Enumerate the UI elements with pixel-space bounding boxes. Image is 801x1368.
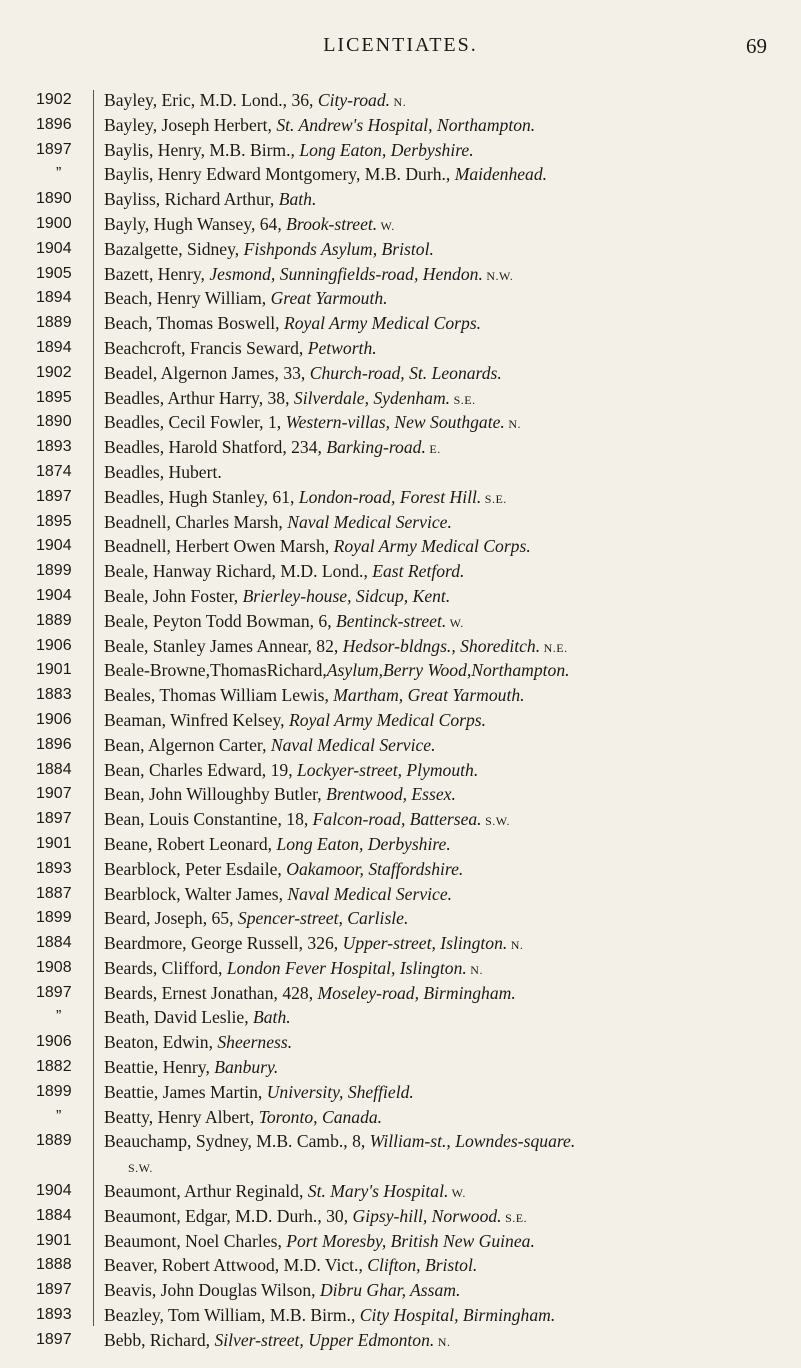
list-item — [0, 1055, 801, 1080]
list-item — [0, 807, 801, 832]
entry-year: 1906 — [36, 710, 72, 728]
running-title: LICENTIATES. — [323, 34, 478, 56]
entry-text — [104, 1303, 794, 1330]
entry-name: Beadles, Arthur Harry, 38, — [104, 387, 294, 408]
entry-text — [104, 882, 794, 909]
list-item — [0, 857, 801, 882]
entry-name: Beale, Hanway Richard, M.D. Lond., — [104, 561, 373, 582]
entry-year: 1905 — [36, 264, 72, 282]
list-item — [0, 956, 801, 981]
list-item — [0, 758, 801, 783]
entry-name: Bayley, Eric, M.D. Lond., 36, — [104, 90, 318, 110]
entry-year: 1893 — [36, 859, 72, 877]
entry-address: Lockyer-street, Plymouth. — [297, 759, 479, 780]
entry-address: Brentwood, Essex. — [326, 784, 456, 805]
entry-text — [104, 113, 794, 140]
entry-text — [104, 510, 794, 537]
entry-year: 1882 — [36, 1058, 72, 1076]
entry-year: 1904 — [36, 537, 72, 555]
entry-address: Spencer-street, Carlisle. — [237, 908, 409, 929]
entry-name: Beards, Clifford, — [104, 957, 227, 978]
entry-year: 1901 — [36, 661, 72, 679]
entry-name: Beaman, Winfred Kelsey, — [104, 709, 289, 730]
entry-text — [104, 733, 794, 760]
list-item — [0, 286, 801, 311]
entry-text — [104, 460, 794, 487]
entry-year: ” — [56, 165, 62, 183]
entry-year: 1904 — [36, 239, 72, 257]
entry-address: Moseley-road, Birmingham. — [317, 982, 516, 1003]
entry-text — [104, 1105, 794, 1132]
entry-address: Long Eaton, Derbyshire. — [299, 139, 474, 160]
list-item — [0, 1278, 801, 1303]
entry-year: 1906 — [36, 636, 72, 654]
entry-address: Bath. — [278, 189, 317, 210]
entry-address: Maidenhead. — [454, 164, 548, 185]
entry-year: 1884 — [36, 760, 72, 778]
entry-text — [104, 336, 794, 363]
entry-name: Beach, Henry William, — [104, 288, 271, 309]
entry-district: N. — [434, 1334, 451, 1349]
list-item — [0, 683, 801, 708]
entry-address: Brook-street. — [286, 213, 378, 234]
entry-name: Bazett, Henry, — [104, 263, 210, 284]
list-item — [0, 906, 801, 931]
entry-year: 1904 — [36, 586, 72, 604]
entry-address: Church-road, St. Leonards. — [309, 362, 502, 383]
entry-text — [104, 485, 794, 512]
entry-address: City-road. — [317, 90, 391, 110]
entry-district: S.W. — [128, 1161, 153, 1176]
list-item — [0, 832, 801, 857]
list-item — [0, 410, 801, 435]
list-item — [0, 782, 801, 807]
list-item — [0, 1328, 801, 1353]
entry-address: Bath. — [253, 1007, 291, 1028]
entry-year: 1902 — [36, 363, 72, 381]
list-item — [0, 1154, 801, 1179]
entry-text — [104, 981, 794, 1008]
entry-address: Clifton, Bristol. — [367, 1255, 478, 1276]
list-item — [0, 1253, 801, 1278]
entry-year: 1890 — [36, 190, 72, 208]
entry-year: 1901 — [36, 1231, 72, 1249]
entry-year: 1887 — [36, 884, 72, 902]
entry-name: Beards, Ernest Jonathan, 428, — [104, 982, 318, 1003]
entry-address: Falcon-road, Battersea. — [312, 809, 482, 830]
entry-year: 1897 — [36, 140, 72, 158]
entry-year: 1893 — [36, 438, 72, 456]
list-item — [0, 138, 801, 163]
list-item — [0, 262, 801, 287]
entry-district: W. — [377, 218, 395, 233]
list-item — [0, 1179, 801, 1204]
entry-year: 1889 — [36, 314, 72, 332]
entry-address: Dibru Ghar, Assam. — [319, 1280, 461, 1301]
list-item — [0, 708, 801, 733]
entry-year: 1896 — [36, 115, 72, 133]
entry-name: Bean, Algernon Carter, — [104, 734, 271, 755]
entry-district: N. — [507, 938, 524, 953]
entry-address: Martham, Great Yarmouth. — [333, 685, 525, 706]
entry-district: W. — [446, 615, 464, 630]
entry-text — [104, 584, 794, 611]
entry-name: Beardmore, George Russell, 326, — [104, 933, 343, 954]
entry-text — [104, 1055, 794, 1082]
entry-year: 1895 — [36, 388, 72, 406]
entry-text — [104, 1328, 794, 1355]
entry-text — [104, 1179, 794, 1206]
entry-name: Beale, John Foster, — [104, 585, 243, 606]
entry-year: ” — [56, 1008, 62, 1026]
list-item — [0, 162, 801, 187]
list-item — [0, 1030, 801, 1055]
entry-text — [104, 311, 794, 338]
entry-address: William-st., Lowndes-square. — [369, 1131, 576, 1152]
list-item — [0, 634, 801, 659]
entry-address: Brierley-house, Sidcup, Kent. — [242, 585, 451, 606]
entry-year: 1906 — [36, 1033, 72, 1051]
list-item — [0, 559, 801, 584]
entry-text — [104, 212, 794, 239]
entry-year: 1897 — [36, 1330, 72, 1348]
entry-address: Royal Army Medical Corps. — [288, 709, 487, 730]
entry-text — [104, 237, 794, 264]
entry-address: Barking-road. — [326, 437, 426, 458]
entry-address: Naval Medical Service. — [270, 734, 436, 755]
entry-name: Beadles, Hugh Stanley, 61, — [104, 486, 299, 507]
list-item — [0, 336, 801, 361]
entry-name: Beattie, Henry, — [104, 1057, 215, 1078]
entry-name: Bearblock, Peter Esdaile, — [104, 858, 287, 879]
entry-text — [104, 534, 794, 561]
entry-text — [104, 435, 794, 462]
list-item — [0, 609, 801, 634]
page-header — [0, 34, 801, 64]
list-item — [0, 113, 801, 138]
entry-year: 1874 — [36, 462, 72, 480]
entry-address: Gipsy-hill, Norwood. — [352, 1205, 502, 1226]
entry-name: Bazalgette, Sidney, — [104, 238, 244, 259]
entry-district: N. — [504, 417, 521, 432]
entry-year: 1884 — [36, 1206, 72, 1224]
list-item — [0, 311, 801, 336]
entry-address: Port Moresby, British New Guinea. — [286, 1230, 535, 1251]
entry-text — [104, 286, 794, 313]
entry-name: Beadles, Hubert. — [104, 461, 222, 482]
entry-district: S.E. — [501, 1210, 528, 1225]
list-item — [0, 1204, 801, 1229]
entry-text — [104, 782, 794, 809]
entry-name: Beadnell, Charles Marsh, — [104, 511, 288, 532]
entry-text — [104, 1253, 794, 1280]
entry-name: Beale, Peyton Todd Bowman, 6, — [104, 610, 337, 631]
entry-address: Naval Medical Service. — [287, 511, 452, 532]
entry-name: Beavis, John Douglas Wilson, — [104, 1280, 320, 1301]
entry-text — [104, 1030, 794, 1057]
entry-name: Bean, Charles Edward, 19, — [104, 759, 297, 780]
entry-name: Bebb, Richard, — [104, 1329, 215, 1350]
entry-text — [104, 857, 794, 884]
entry-text — [104, 410, 794, 437]
entry-year: 1897 — [36, 983, 72, 1001]
entry-address: St. Mary's Hospital. — [307, 1181, 449, 1202]
entry-year: 1897 — [36, 487, 72, 505]
entry-name: Bayley, Joseph Herbert, — [104, 114, 277, 135]
entry-address: University, Sheffield. — [266, 1081, 414, 1102]
list-item — [0, 733, 801, 758]
licentiate-list — [0, 88, 801, 1353]
entry-text — [104, 931, 794, 958]
entry-address: London-road, Forest Hill. — [298, 486, 482, 507]
entry-year: ” — [56, 1107, 62, 1125]
entry-year: 1889 — [36, 1132, 72, 1150]
entry-text — [104, 658, 794, 685]
entry-name: Bean, John Willoughby Butler, — [104, 784, 327, 805]
entry-district: W. — [448, 1186, 466, 1201]
entry-text — [104, 609, 794, 636]
list-item — [0, 1229, 801, 1254]
entry-district: N. — [466, 962, 483, 977]
entry-year: 1904 — [36, 1182, 72, 1200]
entry-name: Beadles, Harold Shatford, 234, — [104, 437, 327, 458]
entry-name: Beadles, Cecil Fowler, 1, — [104, 412, 286, 433]
entry-text — [104, 559, 794, 586]
entry-text — [104, 361, 794, 388]
entry-text — [104, 1005, 794, 1032]
entry-text — [104, 187, 794, 214]
entry-name: Bayliss, Richard Arthur, — [104, 189, 279, 210]
entry-text — [104, 708, 794, 735]
entry-address: Oakamoor, Staffordshire. — [286, 858, 464, 879]
entry-name: Beales, Thomas William Lewis, — [104, 685, 334, 706]
list-item — [0, 386, 801, 411]
entry-year: 1899 — [36, 909, 72, 927]
entry-year: 1895 — [36, 512, 72, 530]
entry-address: Banbury. — [214, 1057, 279, 1078]
entry-text — [104, 1204, 794, 1231]
entry-name: Beazley, Tom William, M.B. Birm., — [104, 1305, 360, 1326]
entry-name: Beachcroft, Francis Seward, — [104, 337, 308, 358]
entry-address: St. Andrew's Hospital, Northampton. — [276, 114, 536, 135]
list-item — [0, 1303, 801, 1328]
entry-district: S.E. — [450, 392, 476, 407]
entry-name: Beaver, Robert Attwood, M.D. Vict., — [104, 1255, 368, 1276]
entry-year: 1897 — [36, 810, 72, 828]
entry-text — [104, 634, 794, 661]
entry-text — [104, 906, 794, 933]
entry-district: N.E. — [540, 640, 568, 655]
list-item — [0, 187, 801, 212]
entry-name: Beadnell, Herbert Owen Marsh, — [104, 536, 334, 557]
entry-address: Naval Medical Service. — [287, 883, 453, 904]
entry-year: 1899 — [36, 1082, 72, 1100]
entry-text — [104, 832, 794, 859]
entry-text — [104, 138, 794, 165]
entry-year: 1890 — [36, 413, 72, 431]
entry-year: 1889 — [36, 611, 72, 629]
list-item — [0, 485, 801, 510]
entry-name: Beattie, James Martin, — [104, 1081, 267, 1102]
entry-name: Bayly, Hugh Wansey, 64, — [104, 213, 287, 234]
entry-name: Beale-Browne,ThomasRichard, — [104, 660, 327, 681]
list-item — [0, 1005, 801, 1030]
entry-text — [104, 683, 794, 710]
entry-address: Jesmond, Sunningfields-road, Hendon. — [209, 263, 483, 284]
entry-text — [104, 956, 794, 983]
list-item — [0, 361, 801, 386]
entry-text — [104, 262, 794, 289]
list-item — [0, 88, 801, 113]
list-item — [0, 534, 801, 559]
entry-address: East Retford. — [372, 561, 465, 582]
entry-text — [104, 1080, 794, 1107]
list-item — [0, 510, 801, 535]
entry-address: Toronto, Canada. — [258, 1106, 383, 1127]
entry-name: Beale, Stanley James Annear, 82, — [104, 635, 343, 656]
list-item — [0, 1129, 801, 1154]
entry-name: Baylis, Henry Edward Montgomery, M.B. Durh., — [104, 164, 455, 185]
entry-year: 1884 — [36, 934, 72, 952]
list-item — [0, 460, 801, 485]
entry-year: 1894 — [36, 289, 72, 307]
entry-text — [104, 88, 794, 115]
entry-address: Fishponds Asylum, Bristol. — [243, 238, 434, 259]
entry-name: Beatty, Henry Albert, — [104, 1106, 259, 1127]
entry-year: 1899 — [36, 562, 72, 580]
entry-address: Petworth. — [307, 337, 377, 358]
list-item — [0, 584, 801, 609]
entry-address: Bentinck-street. — [336, 610, 447, 631]
entry-district: N. — [390, 95, 407, 109]
entry-name: Beath, David Leslie, — [104, 1007, 254, 1028]
entry-address: City Hospital, Birmingham. — [359, 1305, 556, 1326]
entry-year: 1902 — [36, 91, 72, 108]
entry-year: 1883 — [36, 686, 72, 704]
entry-address: Silver-street, Upper Edmonton. — [214, 1329, 435, 1350]
entry-name: Beaton, Edwin, — [104, 1032, 218, 1053]
entry-address: Silverdale, Sydenham. — [293, 387, 451, 408]
entry-name: Bean, Louis Constantine, 18, — [104, 809, 313, 830]
entry-year: 1908 — [36, 958, 72, 976]
entry-address: Royal Army Medical Corps. — [333, 536, 531, 557]
entry-name: Beaumont, Arthur Reginald, — [104, 1181, 308, 1202]
list-item — [0, 212, 801, 237]
entry-year: 1888 — [36, 1256, 72, 1274]
entry-text — [104, 807, 794, 834]
entry-district: S.W. — [481, 814, 510, 829]
entry-year: 1907 — [36, 785, 72, 803]
entry-district: E. — [425, 442, 441, 457]
list-item — [0, 658, 801, 683]
entry-address: Great Yarmouth. — [270, 288, 388, 309]
entry-text — [104, 386, 794, 413]
entry-address: Royal Army Medical Corps. — [283, 313, 482, 334]
entry-address: Long Eaton, Derbyshire. — [276, 833, 451, 854]
entry-name: Bearblock, Walter James, — [104, 883, 288, 904]
entry-address: Upper-street, Islington. — [342, 933, 508, 954]
entry-address: Hedsor-bldngs., Shoreditch. — [342, 635, 541, 656]
entry-name: Beard, Joseph, 65, — [104, 908, 238, 929]
entry-name: Beaumont, Edgar, M.D. Durh., 30, — [104, 1205, 353, 1226]
list-item — [0, 1105, 801, 1130]
entry-name: Beane, Robert Leonard, — [104, 833, 277, 854]
entry-year: 1901 — [36, 834, 72, 852]
list-item — [0, 237, 801, 262]
entry-year: 1897 — [36, 1281, 72, 1299]
list-item — [0, 882, 801, 907]
entry-text — [104, 758, 794, 785]
entry-year: 1894 — [36, 338, 72, 356]
list-item — [0, 1080, 801, 1105]
entry-address: Asylum,Berry Wood,Northampton. — [326, 660, 570, 681]
list-item — [0, 981, 801, 1006]
entry-address: Western-villas, New Southgate. — [285, 412, 505, 433]
entry-district: N.W. — [482, 268, 514, 283]
entry-text — [128, 1154, 801, 1181]
entry-year: 1896 — [36, 735, 72, 753]
entry-district: S.E. — [481, 491, 507, 506]
entry-address: London Fever Hospital, Islington. — [226, 957, 467, 978]
entry-text — [104, 162, 794, 189]
entry-address: Sheerness. — [217, 1032, 293, 1053]
entry-name: Beach, Thomas Boswell, — [104, 313, 284, 334]
entry-text — [104, 1229, 794, 1256]
list-item — [0, 931, 801, 956]
entry-name: Beauchamp, Sydney, M.B. Camb., 8, — [104, 1131, 370, 1152]
entry-year: 1900 — [36, 214, 72, 232]
entry-text — [104, 1278, 794, 1305]
list-item — [0, 435, 801, 460]
entry-name: Beaumont, Noel Charles, — [104, 1230, 287, 1251]
entry-text — [104, 1129, 794, 1156]
entry-name: Baylis, Henry, M.B. Birm., — [104, 139, 300, 160]
entry-name: Beadel, Algernon James, 33, — [104, 362, 310, 383]
page-number: 69 — [746, 34, 767, 58]
entry-year: 1893 — [36, 1306, 72, 1324]
